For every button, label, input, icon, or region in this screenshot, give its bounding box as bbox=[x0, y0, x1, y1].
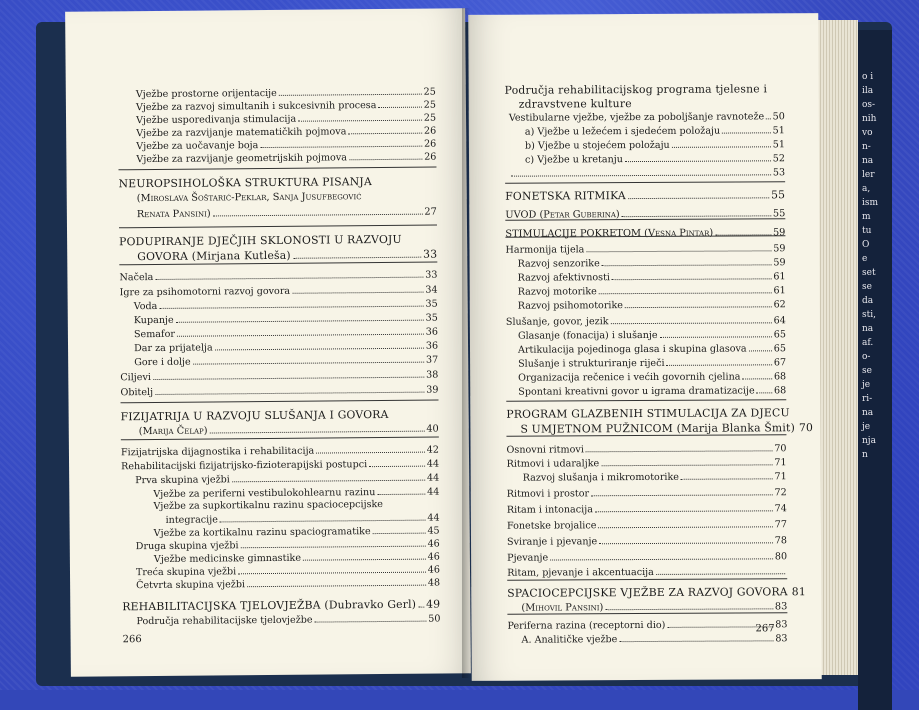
dot-leader bbox=[238, 571, 426, 575]
underlying-page-fragment: nih bbox=[862, 112, 892, 126]
toc-entry-title: Razvoj motorike bbox=[518, 286, 597, 298]
left-toc-entry bbox=[137, 207, 437, 222]
toc-page-number: 40 bbox=[426, 424, 439, 436]
underlying-page-strip bbox=[858, 30, 892, 710]
toc-entry-title: Voda bbox=[134, 301, 158, 313]
dot-leader bbox=[628, 196, 769, 199]
right-toc-entry bbox=[506, 407, 789, 420]
left-toc-entry bbox=[154, 526, 440, 540]
underlying-page-fragment: o i bbox=[862, 70, 892, 84]
right-toc-entry bbox=[523, 471, 787, 484]
toc-entry-title: Sviranje i pjevanje bbox=[507, 536, 597, 548]
dot-leader bbox=[757, 391, 772, 393]
toc-entry-title: Periferna razina (receptorni dio) bbox=[507, 620, 665, 633]
left-toc-entry bbox=[119, 270, 437, 285]
toc-entry-title: Načela bbox=[119, 272, 153, 284]
dot-leader bbox=[176, 319, 424, 323]
underlying-page-fragment: n bbox=[862, 448, 892, 462]
dot-leader bbox=[611, 321, 772, 324]
right-section-rule bbox=[507, 612, 787, 614]
dot-leader bbox=[159, 305, 423, 309]
dot-leader bbox=[247, 584, 426, 588]
toc-page-number: 45 bbox=[427, 526, 439, 538]
dot-leader bbox=[622, 214, 771, 217]
toc-entry-title: Glasanje (fonacija) i slušanje bbox=[518, 330, 658, 343]
dot-leader bbox=[418, 606, 424, 608]
toc-page-number: 83 bbox=[775, 633, 787, 645]
toc-page-number: 26 bbox=[424, 126, 436, 138]
right-toc-entry bbox=[518, 285, 786, 298]
underlying-page-fragment: os- bbox=[862, 98, 892, 112]
dot-leader bbox=[315, 620, 427, 623]
right-section-rule bbox=[506, 399, 786, 401]
toc-entry-title: Fonetske brojalice bbox=[507, 520, 597, 532]
underlying-page-fragment: set bbox=[862, 266, 892, 280]
right-toc-entry bbox=[518, 357, 786, 370]
right-toc-entry bbox=[519, 98, 632, 111]
right-toc-entry bbox=[509, 111, 785, 124]
toc-page-number: 80 bbox=[775, 551, 787, 563]
left-toc-entry bbox=[122, 599, 440, 614]
underlying-page-fragment: a, bbox=[862, 182, 892, 196]
underlying-page-fragment: sti, bbox=[862, 308, 892, 322]
toc-page-number: 67 bbox=[774, 357, 786, 369]
left-toc-entry bbox=[134, 355, 438, 370]
toc-page-number: 59 bbox=[773, 243, 785, 255]
underlying-page-fragment: nja bbox=[862, 434, 892, 448]
toc-entry-title: Kupanje bbox=[134, 315, 174, 327]
toc-entry-title: Vježbe za razvijanje matematičkih pojmova bbox=[136, 126, 346, 140]
toc-page-number: 71 bbox=[774, 471, 786, 483]
dot-leader bbox=[667, 363, 772, 366]
underlying-page-fragment: na bbox=[862, 322, 892, 336]
right-toc-entry bbox=[518, 299, 786, 312]
underlying-page-fragment: vo bbox=[862, 126, 892, 140]
toc-entry-title: Vježbe usporedivanja stimulacija bbox=[136, 114, 296, 127]
right-toc-entry bbox=[507, 551, 787, 564]
toc-page-number: 77 bbox=[775, 519, 787, 531]
toc-page-number: 51 bbox=[773, 139, 785, 151]
underlying-page-fragment: ri- bbox=[862, 392, 892, 406]
toc-entry-title: (Miroslava Šoštarić-Peklar, Sanja Jusufbegović bbox=[137, 191, 362, 205]
toc-page-number: 70 bbox=[774, 443, 786, 455]
toc-page-number: 55 bbox=[773, 208, 786, 220]
toc-entry-title: Semafor bbox=[134, 329, 175, 341]
toc-page-number: 35 bbox=[426, 313, 438, 325]
dot-leader bbox=[215, 347, 424, 351]
toc-entry-title: Slušanje i strukturiranje riječi bbox=[518, 358, 665, 371]
toc-page-number: 70 bbox=[799, 422, 813, 434]
toc-entry-title: Razvoj slušanja i mikromotorike bbox=[523, 472, 679, 485]
right-section-rule bbox=[506, 434, 786, 436]
underlying-page-fragment: ila bbox=[862, 84, 892, 98]
toc-page-number: 74 bbox=[775, 503, 787, 515]
page-edges bbox=[818, 20, 858, 675]
toc-page-number: 61 bbox=[773, 285, 785, 297]
toc-page-number: 25 bbox=[424, 113, 436, 125]
toc-entry-title: FONETSKA RITMIKA bbox=[505, 190, 626, 203]
dot-leader bbox=[369, 465, 425, 467]
toc-entry-title: Vježbe prostorne orijentacije bbox=[136, 88, 277, 101]
toc-page-number: 48 bbox=[428, 578, 440, 590]
dot-leader bbox=[595, 509, 773, 512]
toc-entry-title: Vježbe za razvoj simultanih i sukcesivnih procesa bbox=[136, 100, 377, 114]
toc-entry-title: A. Analitičke vježbe bbox=[522, 634, 618, 647]
dot-leader bbox=[293, 256, 421, 259]
toc-entry-title: Slušanje, govor, jezik bbox=[506, 316, 609, 329]
dot-leader bbox=[742, 377, 771, 379]
toc-page-number: 68 bbox=[774, 371, 786, 383]
toc-entry-title: zdravstvene kulture bbox=[519, 98, 632, 111]
toc-page-number: 36 bbox=[426, 341, 438, 353]
dot-leader bbox=[210, 430, 425, 434]
left-toc-entry bbox=[154, 552, 440, 566]
right-section-rule bbox=[505, 181, 785, 183]
toc-entry-title: Vježbe za razvijanje geometrijskih pojmova bbox=[136, 152, 347, 166]
dot-leader bbox=[213, 213, 423, 217]
toc-page-number: 65 bbox=[774, 329, 786, 341]
dot-leader bbox=[599, 291, 772, 294]
dot-leader bbox=[348, 132, 422, 135]
toc-entry-title: (Marija Čelap) bbox=[139, 426, 208, 439]
left-section-rule bbox=[119, 225, 437, 229]
left-section-rule bbox=[121, 400, 439, 404]
toc-page-number: 68 bbox=[774, 385, 786, 397]
underlying-page-fragment: na bbox=[862, 406, 892, 420]
toc-entry-title: Prva skupina vježbi bbox=[135, 474, 230, 487]
dot-leader bbox=[656, 572, 785, 575]
right-toc-entry bbox=[518, 343, 786, 356]
right-toc-entry bbox=[507, 519, 787, 532]
dot-leader bbox=[598, 525, 772, 528]
toc-entry-title: Harmonija tijela bbox=[505, 244, 584, 256]
toc-page-number: 38 bbox=[426, 370, 438, 382]
toc-entry-title: Gore i dolje bbox=[134, 357, 191, 369]
toc-page-number: 83 bbox=[775, 601, 788, 613]
toc-entry-title: (Mihovil Pansini) bbox=[521, 602, 603, 614]
toc-page-number: 50 bbox=[773, 111, 785, 123]
dot-leader bbox=[550, 557, 773, 560]
dot-leader bbox=[153, 376, 424, 380]
dot-leader bbox=[681, 477, 772, 479]
left-toc-entry bbox=[119, 176, 372, 190]
toc-entry-title: Fizijatrijska dijagnostika i rehabilitacija bbox=[121, 446, 314, 460]
dot-leader bbox=[766, 117, 770, 119]
dot-leader bbox=[749, 349, 772, 351]
right-toc-entry bbox=[522, 633, 788, 646]
dot-leader bbox=[373, 532, 426, 534]
toc-entry-title: Rehabilitacijski fizijatrijsko-fizioterapijski postupci bbox=[121, 459, 367, 473]
left-page bbox=[65, 8, 471, 676]
right-toc-entry bbox=[525, 153, 785, 166]
underlying-page-fragment: af. bbox=[862, 336, 892, 350]
toc-page-number: 59 bbox=[773, 257, 785, 269]
toc-entry-title: Područja rehabilitacijske tjelovježbe bbox=[136, 615, 312, 629]
dot-leader bbox=[586, 249, 771, 252]
right-toc-entry bbox=[505, 227, 785, 240]
toc-page-number: 49 bbox=[426, 599, 440, 611]
left-toc-entry bbox=[136, 152, 436, 167]
right-toc-entry bbox=[507, 535, 787, 548]
toc-page-number: 52 bbox=[773, 153, 785, 165]
toc-entry-title: c) Vježbe u kretanju bbox=[525, 154, 623, 167]
underlying-page-fragment: e bbox=[862, 252, 892, 266]
toc-entry-title: SPACIOCEPCIJSKE VJEŽBE ZA RAZVOJ GOVORA bbox=[507, 586, 788, 599]
toc-page-number: 46 bbox=[428, 565, 440, 577]
toc-page-number: 72 bbox=[775, 487, 787, 499]
right-toc-entry bbox=[509, 167, 785, 180]
toc-entry-title: Spontani kreativni govor u igrama dramatizacije bbox=[518, 385, 754, 398]
dot-leader bbox=[601, 463, 772, 466]
toc-entry-title: Vježbe za periferni vestibulokohlearnu razinu bbox=[153, 487, 375, 501]
right-page-number: 267 bbox=[755, 623, 774, 634]
toc-entry-title: Treća skupina vježbi bbox=[136, 566, 236, 579]
toc-page-number: 55 bbox=[771, 189, 785, 201]
toc-entry-title: Renata Pansini) bbox=[137, 208, 211, 221]
toc-entry-title: Druga skupina vježbi bbox=[136, 540, 239, 553]
toc-entry-title: Vježbe medicinske gimnastike bbox=[154, 553, 301, 566]
book-gutter bbox=[462, 8, 476, 678]
toc-page-number: 46 bbox=[427, 539, 439, 551]
dot-leader bbox=[625, 305, 772, 308]
dot-leader bbox=[722, 131, 770, 133]
dot-leader bbox=[605, 607, 773, 610]
underlying-page-fragment: O bbox=[862, 238, 892, 252]
toc-page-number: 26 bbox=[424, 152, 436, 164]
left-toc-entry bbox=[134, 327, 438, 342]
left-toc-entry bbox=[121, 459, 439, 474]
toc-entry-title: Ciljevi bbox=[120, 372, 151, 384]
toc-page-number: 59 bbox=[773, 227, 786, 239]
toc-page-number: 44 bbox=[427, 473, 439, 485]
toc-entry-title: Vestibularne vježbe, vježbe za poboljšanje ravnoteže bbox=[509, 111, 764, 124]
right-toc-entry bbox=[518, 257, 786, 270]
toc-page-number: 37 bbox=[426, 355, 438, 367]
left-toc-entry bbox=[134, 299, 438, 314]
toc-entry-title: STIMULACIJE POKRETOM (Vesna Pintar) bbox=[505, 228, 713, 241]
toc-page-number: 71 bbox=[774, 457, 786, 469]
toc-entry-title: Vježbe za supkortikalnu razinu spaciocepcijske bbox=[153, 499, 383, 513]
dot-leader bbox=[298, 119, 422, 122]
dot-leader bbox=[591, 493, 772, 496]
toc-entry-title: Četvrta skupina vježbi bbox=[136, 579, 245, 592]
dot-leader bbox=[612, 277, 771, 280]
right-toc-entry bbox=[507, 586, 787, 599]
toc-page-number: 26 bbox=[424, 139, 436, 151]
left-toc-entry bbox=[136, 578, 440, 593]
dot-leader bbox=[625, 159, 771, 162]
right-section-rule bbox=[507, 578, 787, 580]
toc-entry-title: b) Vježbe u stojećem položaju bbox=[525, 140, 670, 153]
right-toc-entry bbox=[525, 139, 785, 152]
dot-leader bbox=[511, 173, 771, 176]
toc-entry-title: Razvoj psihomotorike bbox=[518, 300, 623, 313]
toc-entry-title: Ritmovi i udaraljke bbox=[507, 458, 600, 470]
dot-leader bbox=[349, 158, 422, 161]
toc-entry-title: NEUROPSIHOLOŠKA STRUKTURA PISANJA bbox=[119, 176, 372, 190]
left-toc-entry bbox=[135, 473, 439, 488]
toc-entry-title: Dar za prijatelja bbox=[134, 342, 213, 355]
toc-entry-title: Ritam, pjevanje i akcentuacija bbox=[507, 567, 654, 580]
toc-entry-title: Ritmovi i prostor bbox=[507, 488, 589, 500]
toc-entry-title: Obitelj bbox=[120, 387, 153, 399]
dot-leader bbox=[672, 145, 771, 148]
toc-entry-title: Razvoj senzorike bbox=[518, 258, 600, 270]
right-toc-entry bbox=[505, 243, 785, 256]
toc-entry-title: Područja rehabilitacijskog programa tjelesne i bbox=[505, 83, 768, 96]
toc-page-number: 81 bbox=[792, 586, 806, 598]
left-toc-entry bbox=[136, 614, 440, 629]
dot-leader bbox=[586, 449, 772, 452]
toc-page-number: 25 bbox=[424, 87, 436, 99]
dot-leader bbox=[193, 361, 424, 365]
underlying-page-fragment: o- bbox=[862, 350, 892, 364]
underlying-page-fragment: tu bbox=[862, 224, 892, 238]
toc-entry-title: a) Vježbe u ležećem i sjedećem položaju bbox=[525, 126, 720, 139]
toc-entry-title: REHABILITACIJSKA TJELOVJEŽBA (Dubravko Gerl) bbox=[122, 599, 416, 614]
toc-entry-title: S UMJETNOM PUŽNICOM (Marija Blanka Šmit) bbox=[520, 422, 795, 435]
dot-leader bbox=[220, 519, 425, 523]
right-page bbox=[468, 13, 821, 681]
toc-page-number: 50 bbox=[428, 614, 440, 626]
underlying-page-fragment: je bbox=[862, 420, 892, 434]
toc-page-number: 25 bbox=[424, 100, 436, 112]
underlying-page-fragment: ism bbox=[862, 196, 892, 210]
toc-page-number: 42 bbox=[427, 445, 439, 457]
dot-leader bbox=[155, 276, 423, 280]
toc-entry-title: Artikulacija pojedinoga glasa i skupina glasova bbox=[518, 343, 747, 356]
left-toc-entry bbox=[134, 341, 438, 356]
left-toc-entry bbox=[120, 370, 438, 385]
left-section-rule bbox=[118, 167, 436, 171]
dot-leader bbox=[599, 541, 773, 544]
right-toc-entry bbox=[505, 83, 768, 96]
left-toc-entry bbox=[120, 285, 438, 300]
toc-entry-title: Osnovni ritmovi bbox=[507, 444, 584, 456]
toc-page-number: 35 bbox=[425, 299, 437, 311]
toc-page-number: 33 bbox=[423, 249, 437, 261]
left-toc-entry bbox=[121, 409, 389, 423]
right-toc-entry bbox=[505, 189, 785, 202]
toc-page-number: 36 bbox=[426, 327, 438, 339]
dot-leader bbox=[292, 291, 423, 294]
dot-leader bbox=[260, 145, 422, 148]
toc-page-number: 33 bbox=[425, 270, 437, 282]
toc-page-number: 46 bbox=[428, 552, 440, 564]
toc-page-number: 65 bbox=[774, 343, 786, 355]
dot-leader bbox=[279, 93, 422, 96]
underlying-page-fragment: se bbox=[862, 364, 892, 378]
toc-page-number: 27 bbox=[424, 207, 437, 219]
left-toc-entry bbox=[153, 499, 383, 513]
dot-leader bbox=[232, 479, 425, 483]
left-toc-entry bbox=[119, 234, 402, 248]
right-toc-entry bbox=[507, 443, 787, 456]
toc-page-number: 44 bbox=[427, 487, 439, 499]
toc-page-number: 64 bbox=[774, 315, 786, 327]
dot-leader bbox=[303, 558, 426, 561]
underlying-page-fragment: se bbox=[862, 280, 892, 294]
underlying-page-fragment: na bbox=[862, 154, 892, 168]
toc-page-number: 78 bbox=[775, 535, 787, 547]
toc-entry-title: Vježbe za kortikalnu razinu spaciogramatike bbox=[154, 526, 371, 540]
toc-page-number: 51 bbox=[773, 125, 785, 137]
dot-leader bbox=[377, 493, 425, 495]
toc-entry-title: GOVORA (Mirjana Kutleša) bbox=[137, 250, 291, 263]
underlying-page-fragment: je bbox=[862, 378, 892, 392]
right-toc-entry bbox=[507, 503, 787, 516]
left-toc-entry bbox=[120, 385, 438, 400]
toc-page-number: 83 bbox=[775, 619, 787, 631]
right-toc-entry bbox=[507, 487, 787, 500]
dot-leader bbox=[177, 333, 424, 337]
dot-leader bbox=[316, 451, 424, 454]
right-toc-entry bbox=[518, 329, 786, 342]
toc-page-number: 34 bbox=[425, 285, 437, 297]
toc-entry-title: Pjevanje bbox=[507, 553, 548, 565]
toc-entry-title: Organizacija rečenice i većih govornih cjelina bbox=[518, 372, 740, 385]
toc-entry-title: Ritam i intonacija bbox=[507, 504, 593, 516]
right-toc-entry bbox=[507, 457, 787, 470]
right-toc-entry bbox=[525, 125, 785, 138]
underlying-page-fragment: da bbox=[862, 294, 892, 308]
underlying-page-fragment: n- bbox=[862, 140, 892, 154]
dot-leader bbox=[602, 263, 772, 266]
underlying-page-fragment: ler bbox=[862, 168, 892, 182]
dot-leader bbox=[619, 639, 773, 642]
right-toc-entry bbox=[518, 271, 786, 284]
toc-entry-title: integracije bbox=[166, 514, 218, 526]
left-toc-entry bbox=[137, 191, 362, 205]
toc-page-number: 62 bbox=[774, 299, 786, 311]
left-toc-entry bbox=[166, 513, 440, 527]
toc-page-number: 44 bbox=[427, 513, 439, 525]
dot-leader bbox=[378, 106, 421, 108]
toc-entry-title: PROGRAM GLAZBENIH STIMULACIJA ZA DJECU bbox=[506, 407, 789, 420]
toc-page-number: 53 bbox=[773, 167, 785, 179]
left-toc-entry bbox=[134, 313, 438, 328]
underlying-page-fragment: m bbox=[862, 210, 892, 224]
toc-entry-title: Igre za psihomotorni razvoj govora bbox=[120, 286, 291, 299]
toc-page-number: 61 bbox=[773, 271, 785, 283]
toc-entry-title: PODUPIRANJE DJEČJIH SKLONOSTI U RAZVOJU bbox=[119, 234, 402, 248]
left-toc-entry bbox=[121, 445, 439, 460]
right-toc-entry bbox=[506, 315, 786, 328]
dot-leader bbox=[660, 335, 772, 338]
toc-entry-title: UVOD (Petar Guberina) bbox=[505, 209, 619, 222]
right-toc-entry bbox=[518, 371, 786, 384]
right-toc-entry bbox=[518, 385, 786, 398]
toc-page-number: 39 bbox=[426, 385, 438, 397]
toc-entry-title: Razvoj afektivnosti bbox=[518, 272, 610, 284]
toc-entry-title: FIZIJATRIJA U RAZVOJU SLUŠANJA I GOVORA bbox=[121, 409, 389, 423]
dot-leader bbox=[241, 545, 426, 549]
right-toc-entry bbox=[507, 619, 787, 632]
dot-leader bbox=[155, 391, 424, 395]
toc-page-number: 44 bbox=[427, 459, 439, 471]
toc-entry-title: Vježbe za uočavanje boja bbox=[136, 140, 258, 153]
left-page-number: 266 bbox=[123, 634, 142, 645]
